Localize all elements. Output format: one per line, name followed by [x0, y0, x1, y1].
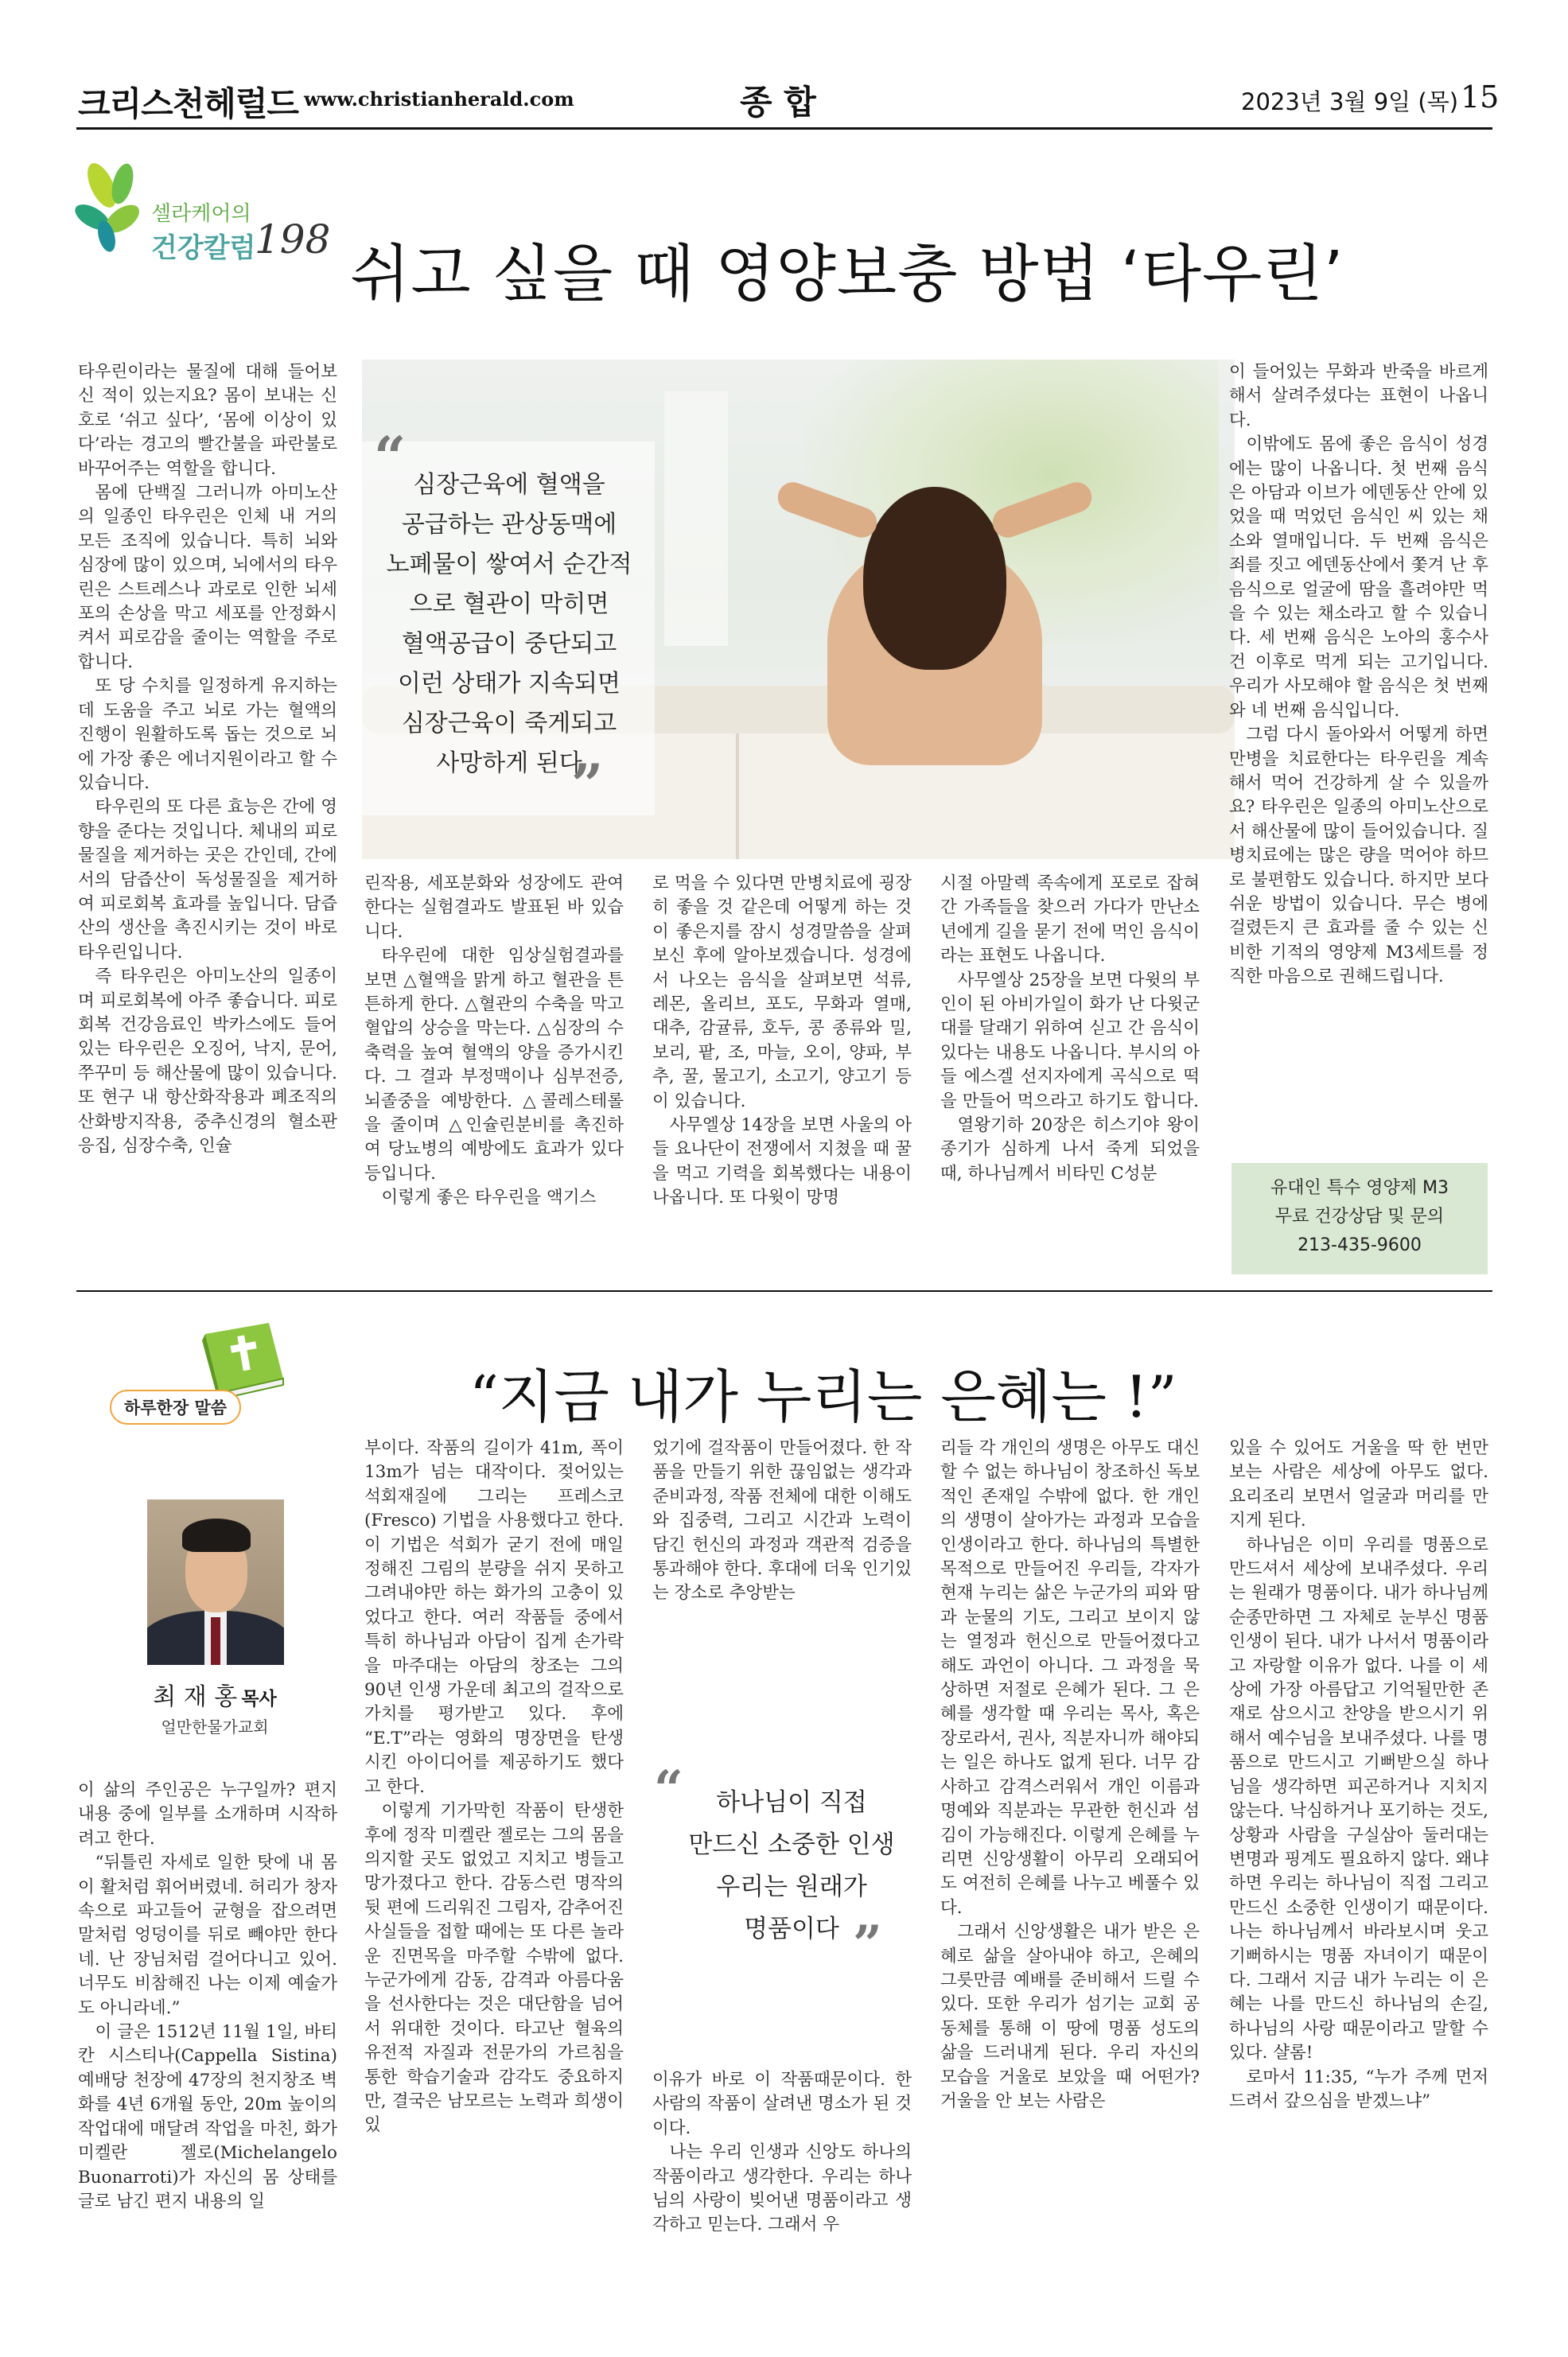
m3-contact-box	[1231, 1163, 1488, 1274]
author-church: 얼만한물가교회	[161, 1717, 269, 1737]
article2-headline: “지금 내가 누리는 은혜는 !”	[469, 1363, 1177, 1430]
close-quote-icon-2: ”	[853, 1915, 882, 1974]
open-quote-icon: “	[374, 424, 407, 490]
article1-column-5: 이 들어있는 무화과 반죽을 바르게 해서 살려주셨다는 표현이 나옵니다. 이밖에도 몸에 좋은 음식이 성경에는 많이 나옵니다. 첫 번째 음식은 아담과 이브가 에덴동산 안에 있었을 때 먹었던 음식인 씨 있는 채소와 열매입니다. 두 번째 음식은 죄를 짓고 에덴동산에서 쫓겨 난 후 음식으로 얼굴에 땀을 흘려야만 먹을 수 있는 채소라고 할 수 있습니다. 세 번째 음식은 노아의 홍수사건 이후로 먹게 되는 고기입니다. 우리가 사모해야 할 음식은 첫 번째와 네 번째 음식입니다. 그럼 다시 돌아와서 어떻게 하면 만병을 치료한다는 타우린을 계속해서 먹어 건강하게 살 수 있을까요? 타우린은 일종의 아미노산으로서 해산물에 많이 들어있습니다. 질병치료에는 많은 량을 먹어야 하므로 불편함도 있습니다. 하지만 보다 쉬운 방법이 있습니다. 무슨 병에 걸렸든지 큰 효과를 줄 수 있는 신비한 기적의 영양제 M3세트를 정직한 마음으로 권해드립니다.	[1229, 362, 1488, 987]
article1-column-2: 린작용, 세포분화와 성장에도 관여한다는 실험결과도 발표된 바 있습니다. 타우린에 대한 임상실험결과를 보면 △혈액을 맑게 하고 혈관을 튼튼하게 한다. △혈관의 수축을 막고 혈압의 상승을 막는다. △심장의 수축력을 높여 혈액의 양을 증가시킨다. 그 결과 부정맥이나 심부전증, 뇌졸중을 예방한다. △콜레스테롤을 줄이며 △인슐린분비를 촉진하여 당뇨병의 예방에도 효과가 있다 등입니다. 이렇게 좋은 타우린을 액기스	[364, 873, 624, 1208]
article2-column-4: 리들 각 개인의 생명은 아무도 대신할 수 없는 하나님이 창조하신 독보적인 존재일 수밖에 없다. 한 개인의 생명이 살아가는 과정과 모습을 인생이라고 한다. 하나님의 특별한 목적으로 만들어진 우리들, 각자가 현재 누리는 삶은 누군가의 피와 땀과 눈물의 기도, 그리고 보이지 않는 열정과 헌신으로 만들어졌다고 해도 과언이 아니다. 그 과정을 묵상하면 저절로 은혜가 된다. 그 은혜를 생각할 때 우리는 목사, 혹은 장로라서, 권사, 직분자니까 해야되는 일은 하나도 없게 된다. 너무 감사하고 감격스러워서 개인 이름과 명예와 직분과는 무관한 헌신과 섬김이 가능해진다. 이렇게 은혜를 누리면 신앙생활이 아무리 오래되어도 여전히 은혜를 나누고 베풀수 있다. 그래서 신앙생활은 내가 받은 은혜로 삶을 살아내야 하고, 은혜의 그릇만큼 예배를 준비해서 드릴 수 있다. 또한 우리가 섬기는 교회 공동체를 통해 이 땅에 명품 성도의 삶을 드러내게 된다. 우리 자신의 모습을 거울로 보았을 때 어떤가? 거울을 안 보는 사람은	[940, 1438, 1200, 2111]
article2-column-5: 있을 수 있어도 거울을 딱 한 번만 보는 사람은 세상에 아무도 없다. 요리조리 보면서 얼굴과 머리를 만지게 된다. 하나님은 이미 우리를 명품으로 만드셔서 세상에 보내주셨다. 우리는 원래가 명품이다. 내가 하나님께 순종만하면 그 자체로 눈부신 명품인생이 된다. 내가 나서서 명품이라고 자랑할 이유가 없다. 나를 이 세상에 가장 아름답고 기억될만한 존재로 삼으시고 찬양을 받으시기 위해서 예수님을 보내주셨다. 나를 명품으로 만드시고 기뻐받으실 하나님을 생각하면 피곤하거나 지치지 않는다. 낙심하거나 포기하는 것도, 상황과 사람을 구실삼아 둘러대는 변명과 핑계도 필요하지 않다. 왜냐하면 우리는 하나님이 직접 그리고 만드신 소중한 인생이기 때문이다. 나는 하나님께서 바라보시며 웃고 기뻐하시는 명품 자녀이기 때문이다. 그래서 지금 내가 누리는 이 은혜는 나를 만드신 하나님의 손길, 하나님의 사랑 때문이라고 말할 수 있다. 샬롬! 로마서 11:35, “누가 주께 먼저 드려서 갚으심을 받겠느냐”	[1229, 1438, 1488, 2111]
author-name-line	[119, 1677, 310, 1712]
article1-column-3: 로 먹을 수 있다면 만병치료에 굉장히 좋을 것 같은데 어떻게 하는 것이 좋은지를 잠시 성경말씀을 살펴보신 후에 알아보겠습니다. 성경에서 나오는 음식을 살펴보면 석류, 레몬, 올리브, 포도, 무화과 열매, 대추, 감귤류, 호두, 콩 종류와 밀, 보리, 팥, 조, 마늘, 오이, 양파, 부추, 꿀, 물고기, 소고기, 양고기 등이 있습니다. 사무엘상 14장을 보면 사울의 아들 요나단이 전쟁에서 지쳤을 때 꿀을 먹고 기력을 회복했다는 내용이 나옵니다. 또 다윗이 망명	[652, 873, 912, 1208]
article2-column-3a: 었기에 걸작품이 만들어졌다. 한 작품을 만들기 위한 끊임없는 생각과 준비과정, 작품 전체에 대한 이해도와 집중력, 그리고 시간과 노력이 담긴 헌신의 과정과 객관적 검증을 통과해야 한다. 후대에 더욱 인기있는 장소로 추앙받는	[652, 1438, 912, 1604]
author-photo	[147, 1499, 284, 1665]
article2-column-2: 부이다. 작품의 길이가 41m, 폭이 13m가 넘는 대작이다. 젖어있는 석회재질에 그리는 프레스코(Fresco) 기법을 사용했다고 한다. 이 기법은 석회가 굳기 전에 매일 정해진 그림의 분량을 쉬지 못하고 그려내야만 하는 화가의 고충이 있었다고 한다. 여러 작품들 중에서 특히 하나님과 아담이 집게 손가락을 마주대는 아담의 창조는 그의 90년 인생 가운데 최고의 걸작으로 가치를 평가받고 있다. 후에 “E.T”라는 영화의 명장면을 탄생시킨 아이디어를 제공하기도 했다고 한다. 이렇게 기가막힌 작품이 탄생한 후에 정작 미켈란 젤로는 그의 몸을 의지할 곳도 없었고 지치고 병들고 망가졌다고 한다. 감동스런 명작의 뒷 편에 드리워진 그림자, 감추어진 사실들을 접할 때에는 또 다른 놀라운 진면목을 마주할 수밖에 없다. 누군가에게 감동, 감격과 아름다움을 선사한다는 것은 대단함을 넘어서 위대한 것이다. 타고난 혈육의 유전적 자질과 전문가의 가르침을 통한 학습기술과 감각도 중요하지만, 결국은 남모르는 노력과 희생이 있	[364, 1438, 624, 2136]
article1-column-4: 시절 아말렉 족속에게 포로로 잡혀간 가족들을 찾으러 가다가 만난소년에게 길을 묻기 전에 먹인 음식이라는 표현도 나옵니다. 사무엘상 25장을 보면 다윗의 부인이 된 아비가일이 화가 난 다윗군대를 달래기 위하여 싣고 간 음식이 있다는 내용도 나옵니다. 부시의 아들 에스겔 선지자에게 곡식으로 떡을 만들어 먹으라고 하기도 합니다. 열왕기하 20장은 히스기야 왕이 종기가 심하게 나서 죽게 되었을 때, 하나님께서 비타민 C성분	[940, 873, 1200, 1184]
series-name: 건강칼럼	[151, 232, 256, 264]
series-number: 198	[255, 216, 331, 263]
issue-date: 2023년 3월 9일 (목)	[1241, 88, 1459, 115]
author-name: 최 재 홍	[153, 1683, 238, 1711]
daily-word-badge: 하루한장 말씀	[110, 1390, 241, 1425]
m3-contact-line: 무료 건강상담 및 문의	[1274, 1207, 1445, 1227]
article2-column-3b: 이유가 바로 이 작품때문이다. 한 사람의 작품이 살려낸 명소가 된 것이다. 나는 우리 인생과 신앙도 하나의 작품이라고 생각한다. 우리는 하나님의 사랑이 빚어낸 명품이라고 생각하고 믿는다. 그래서 우	[652, 2070, 912, 2235]
close-quote-icon: ”	[571, 752, 604, 818]
article2-column-1: 이 삶의 주인공은 누구일까? 편지 내용 중에 일부를 소개하며 시작하려고 한다. “뒤틀린 자세로 일한 탓에 내 몸이 활처럼 휘어버렸네. 허리가 창자 속으로 파고들어 균형을 잡으려면 말처럼 엉덩이를 뒤로 빼야만 한다네. 난 장님처럼 걸어다니고 있어. 너무도 비참해진 나는 이제 예술가도 아니라네.” 이 글은 1512년 11월 1일, 바티칸 시스티나(Cappella Sistina) 예배당 천장에 47장의 천지창조 벽화를 4년 6개월 동안, 20m 높이의 작업대에 매달려 작업을 마친, 화가 미켈란 젤로(Michelangelo Buonarroti)가 자신의 몸 상태를 글로 남긴 편지 내용의 일	[78, 1780, 337, 2211]
masthead-rule	[76, 127, 1492, 130]
leaf-logo-icon	[73, 155, 153, 259]
section-divider	[76, 1290, 1492, 1292]
m3-contact-phone[interactable]: 213-435-9600	[1298, 1235, 1422, 1255]
article1-headline: 쉬고 싶을 때 영양보충 방법 ‘타우린’	[350, 239, 1344, 310]
article1-column-1: 타우린이라는 물질에 대해 들어보신 적이 있는지요? 몸이 보내는 신호로 ‘쉬고 싶다’, ‘몸에 이상이 있다’라는 경고의 빨간불을 파란불로 바꾸어주는 역할을 합니다. 몸에 단백질 그러니까 아미노산의 일종인 타우린은 인체 내 거의 모든 조직에 있습니다. 특히 뇌와 심장에 많이 있으며, 뇌에서의 타우린은 스트레스나 과로로 인한 뇌세포의 손상을 막고 세포를 안정화시켜서 피로감을 줄이는 역할을 주로 합니다. 또 당 수치를 일정하게 유지하는데 도움을 주고 뇌로 가는 혈액의 진행이 원활하도록 돕는 것으로 뇌에 가장 좋은 에너지원이라고 할 수 있습니다. 타우린의 또 다른 효능은 간에 영향을 준다는 것입니다. 체내의 피로물질을 제거하는 곳은 간인데, 간에서의 담즙산이 독성물질을 제거하여 피로회복 효과를 높입니다. 담즙산의 생산을 촉진시키는 것이 바로 타우린입니다. 즉 타우린은 아미노산의 일종이며 피로회복에 아주 좋습니다. 피로회복 건강음료인 박카스에도 들어있는 타우린은 오징어, 낙지, 문어, 쭈꾸미 등 해산물에 많이 있습니다. 또 현구 내 항산화작용과 폐조직의 산화방지작용, 중추신경의 혈소판응집, 심장수축, 인슐	[78, 362, 337, 1156]
pullquote-1: 심장근육에 혈액을 공급하는 관상동맥에 노폐물이 쌓여서 순간적 으로 혈관이 막히면 혈액공급이 중단되고 이런 상태가 지속되면 심장근육이 죽게되고 사망하게 된다	[386, 471, 632, 777]
open-quote-icon-2: “	[654, 1760, 683, 1819]
masthead-url[interactable]: www.christianherald.com	[304, 88, 574, 111]
page-number: 15	[1461, 80, 1500, 115]
m3-contact-line: 유대인 특수 영양제 M3	[1270, 1178, 1449, 1198]
masthead-logo: 크리스천헤럴드	[78, 84, 299, 123]
pullquote-2: 하나님이 직접 만드신 소중한 인생 우리는 원래가 명품이다	[688, 1788, 895, 1943]
series-label: 셀라케어의	[151, 202, 251, 226]
section-title: 종 합	[740, 83, 816, 122]
author-title: 목사	[241, 1689, 277, 1709]
